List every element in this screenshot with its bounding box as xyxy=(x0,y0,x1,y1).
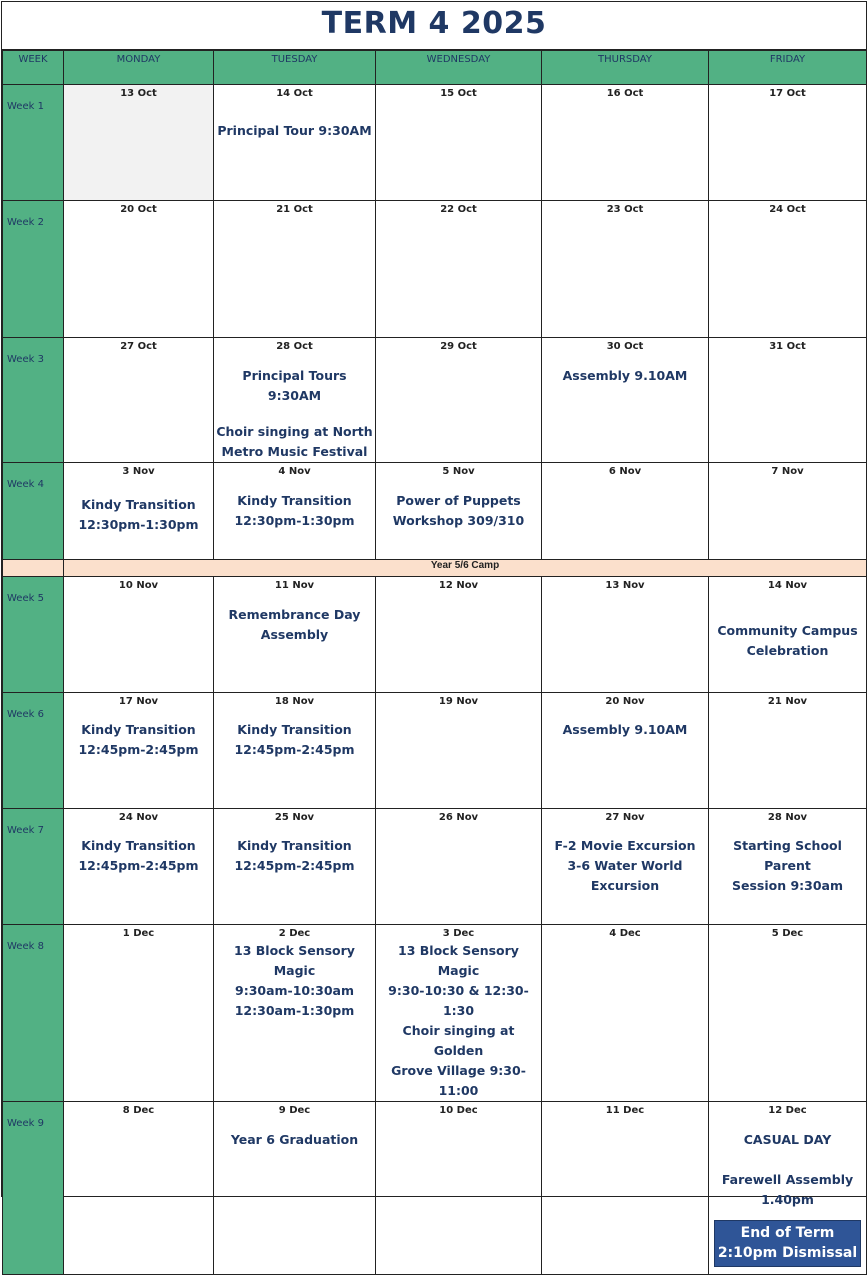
header-row xyxy=(3,51,867,85)
date-label: 10 Dec xyxy=(439,1105,478,1116)
day-cell-tuesday xyxy=(214,693,376,809)
week-row xyxy=(3,925,867,1102)
event-text: 9:30-10:30 & 12:30-1:30 xyxy=(388,983,529,1018)
week-row xyxy=(3,1102,867,1275)
date-label: 7 Nov xyxy=(771,466,804,477)
week-row xyxy=(3,338,867,463)
event-text: Kindy Transition xyxy=(237,838,352,853)
date-label: 31 Oct xyxy=(769,341,806,352)
event-text: Assembly xyxy=(260,627,329,642)
event-text: Kindy Transition xyxy=(81,838,196,853)
day-cell-thursday xyxy=(542,693,709,809)
week-label-spacer xyxy=(3,560,64,577)
day-cell-tuesday xyxy=(214,809,376,925)
date-label: 16 Oct xyxy=(606,88,644,99)
week-label: Week 7 xyxy=(3,809,64,925)
date-label: 24 Nov xyxy=(118,812,159,823)
date-label: 3 Nov xyxy=(122,466,155,477)
day-cell-tuesday xyxy=(214,338,376,463)
event-text: CASUAL DAY xyxy=(743,1132,832,1147)
week-row xyxy=(3,577,867,693)
date-label: 6 Nov xyxy=(608,466,642,477)
date-label: 20 Oct xyxy=(120,204,157,215)
event-text: Year 6 Graduation xyxy=(230,1132,359,1147)
date-label: 4 Nov xyxy=(278,466,311,477)
event-text: Assembly 9.10AM xyxy=(562,368,688,383)
date-label: 26 Nov xyxy=(438,812,479,823)
day-cell-thursday xyxy=(542,1102,709,1275)
day-cell-tuesday xyxy=(214,463,376,560)
header-week: WEEK xyxy=(3,51,64,85)
event-text: F-2 Movie Excursion xyxy=(554,838,696,853)
header-thursday: THURSDAY xyxy=(542,51,709,85)
day-cell-friday xyxy=(709,85,867,201)
day-cell-friday xyxy=(709,463,867,560)
day-cell-thursday xyxy=(542,577,709,693)
day-cell-friday xyxy=(709,201,867,338)
date-label: 28 Nov xyxy=(767,812,808,823)
day-cell-friday xyxy=(709,809,867,925)
day-cell-friday xyxy=(709,925,867,1102)
date-label: 15 Oct xyxy=(440,88,477,99)
event-text: Farewell Assembly xyxy=(721,1172,854,1187)
date-label: 27 Oct xyxy=(120,341,157,352)
date-label: 17 Oct xyxy=(769,88,806,99)
event-text: Starting School Parent xyxy=(733,838,842,873)
week-row xyxy=(3,463,867,560)
week-label: Week 1 xyxy=(3,85,64,201)
week-row xyxy=(3,693,867,809)
day-cell-monday xyxy=(64,463,214,560)
day-cell-wednesday xyxy=(376,577,542,693)
date-label: 27 Nov xyxy=(605,812,645,823)
camp-banner-row xyxy=(3,560,867,577)
day-cell-friday xyxy=(709,577,867,693)
day-cell-wednesday xyxy=(376,85,542,201)
date-label: 24 Oct xyxy=(769,204,806,215)
date-label: 23 Oct xyxy=(606,204,644,215)
event-text: 13 Block Sensory Magic xyxy=(234,943,355,978)
date-label: 21 Oct xyxy=(276,204,313,215)
end-of-term-line2: 2:10pm Dismissal xyxy=(717,1245,858,1261)
week-label: Week 5 xyxy=(3,577,64,693)
date-label: 11 Dec xyxy=(605,1105,645,1116)
date-label: 20 Nov xyxy=(605,696,645,707)
event-text: Remembrance Day xyxy=(228,607,361,622)
event-text: Kindy Transition xyxy=(237,722,352,737)
date-label: 5 Dec xyxy=(771,928,804,939)
event-text: Kindy Transition xyxy=(81,497,196,512)
date-label: 9 Dec xyxy=(278,1105,311,1116)
date-label: 19 Nov xyxy=(438,696,479,707)
event-text: 12:45pm-2:45pm xyxy=(78,858,199,873)
day-cell-tuesday xyxy=(214,1102,376,1275)
date-label: 8 Dec xyxy=(122,1105,155,1116)
day-cell-monday xyxy=(64,1102,214,1275)
week-label: Week 8 xyxy=(3,925,64,1102)
day-cell-friday xyxy=(709,338,867,463)
event-text: Kindy Transition xyxy=(237,493,352,508)
day-cell-monday xyxy=(64,809,214,925)
end-of-term-badge xyxy=(714,1220,861,1267)
calendar-table xyxy=(2,50,867,1275)
event-text: 9:30am-10:30am xyxy=(235,983,354,998)
week-row xyxy=(3,201,867,338)
event-text: 12:30am-1:30pm xyxy=(234,1003,355,1018)
date-label: 25 Nov xyxy=(274,812,315,823)
day-cell-tuesday xyxy=(214,577,376,693)
event-text: 12:45pm-2:45pm xyxy=(78,742,199,757)
event-text: Power of Puppets xyxy=(396,493,521,508)
header-wednesday: WEDNESDAY xyxy=(376,51,542,85)
date-label: 21 Nov xyxy=(767,696,808,707)
event-text: Principal Tour 9:30AM xyxy=(217,123,372,138)
week-label: Week 4 xyxy=(3,463,64,560)
event-text: Kindy Transition xyxy=(81,722,196,737)
end-of-term-line1: End of Term xyxy=(740,1225,835,1241)
date-label: 10 Nov xyxy=(118,580,159,591)
date-label: 13 Nov xyxy=(605,580,645,591)
header-tuesday: TUESDAY xyxy=(214,51,376,85)
day-cell-friday xyxy=(709,693,867,809)
event-text: Choir singing at North xyxy=(216,424,373,439)
event-text: 12:30pm-1:30pm xyxy=(78,517,199,532)
day-cell-wednesday xyxy=(376,1102,542,1275)
event-text: 1.40pm xyxy=(761,1192,814,1207)
event-text: Community Campus xyxy=(717,623,858,638)
date-label: 13 Oct xyxy=(120,88,157,99)
day-cell-thursday xyxy=(542,925,709,1102)
date-label: 14 Nov xyxy=(767,580,808,591)
event-text: Grove Village 9:30-11:00 xyxy=(391,1063,526,1098)
date-label: 18 Nov xyxy=(274,696,315,707)
week-row xyxy=(3,85,867,201)
week-label: Week 3 xyxy=(3,338,64,463)
date-label: 11 Nov xyxy=(274,580,315,591)
day-cell-tuesday xyxy=(214,201,376,338)
event-text: Workshop 309/310 xyxy=(392,513,525,528)
day-cell-monday xyxy=(64,85,214,201)
week-label: Week 6 xyxy=(3,693,64,809)
event-text: Celebration xyxy=(746,643,829,658)
event-text: Excursion xyxy=(590,878,660,893)
day-cell-thursday xyxy=(542,338,709,463)
event-text: Metro Music Festival xyxy=(221,444,368,459)
date-label: 30 Oct xyxy=(606,341,644,352)
date-label: 29 Oct xyxy=(440,341,477,352)
day-cell-monday xyxy=(64,693,214,809)
event-text: 12:30pm-1:30pm xyxy=(234,513,355,528)
date-label: 4 Dec xyxy=(609,928,641,939)
page-title: TERM 4 2025 xyxy=(2,2,866,50)
date-label: 2 Dec xyxy=(278,928,311,939)
term-calendar xyxy=(1,1,867,1261)
day-cell-thursday xyxy=(542,201,709,338)
week-label: Week 9 xyxy=(3,1102,64,1275)
header-monday: MONDAY xyxy=(64,51,214,85)
date-label: 12 Nov xyxy=(438,580,479,591)
date-label: 1 Dec xyxy=(122,928,155,939)
event-text: Choir singing at Golden xyxy=(402,1023,515,1058)
event-text: Assembly 9.10AM xyxy=(562,722,688,737)
day-cell-friday xyxy=(709,1102,867,1275)
date-label: 12 Dec xyxy=(768,1105,807,1116)
date-label: 28 Oct xyxy=(276,341,313,352)
day-cell-wednesday xyxy=(376,809,542,925)
date-label: 22 Oct xyxy=(440,204,477,215)
day-cell-tuesday xyxy=(214,925,376,1102)
event-text: Session 9:30am xyxy=(731,878,844,893)
day-cell-monday xyxy=(64,577,214,693)
date-label: 14 Oct xyxy=(276,88,313,99)
header-friday: FRIDAY xyxy=(709,51,867,85)
date-label: 3 Dec xyxy=(442,928,475,939)
day-cell-wednesday xyxy=(376,201,542,338)
event-text: 13 Block Sensory Magic xyxy=(398,943,519,978)
day-cell-thursday xyxy=(542,809,709,925)
day-cell-monday xyxy=(64,925,214,1102)
event-text: 3-6 Water World xyxy=(567,858,683,873)
day-cell-tuesday xyxy=(214,85,376,201)
week-row xyxy=(3,809,867,925)
day-cell-monday xyxy=(64,201,214,338)
day-cell-wednesday xyxy=(376,925,542,1102)
event-text: 12:45pm-2:45pm xyxy=(234,742,355,757)
date-label: 17 Nov xyxy=(118,696,159,707)
day-cell-thursday xyxy=(542,85,709,201)
day-cell-monday xyxy=(64,338,214,463)
week-label: Week 2 xyxy=(3,201,64,338)
event-text: 12:45pm-2:45pm xyxy=(234,858,355,873)
event-text: Principal Tours 9:30AM xyxy=(242,368,347,403)
day-cell-wednesday xyxy=(376,338,542,463)
day-cell-wednesday xyxy=(376,693,542,809)
date-label: 5 Nov xyxy=(442,466,475,477)
day-cell-wednesday xyxy=(376,463,542,560)
camp-banner: Year 5/6 Camp xyxy=(64,560,867,577)
day-cell-thursday xyxy=(542,463,709,560)
